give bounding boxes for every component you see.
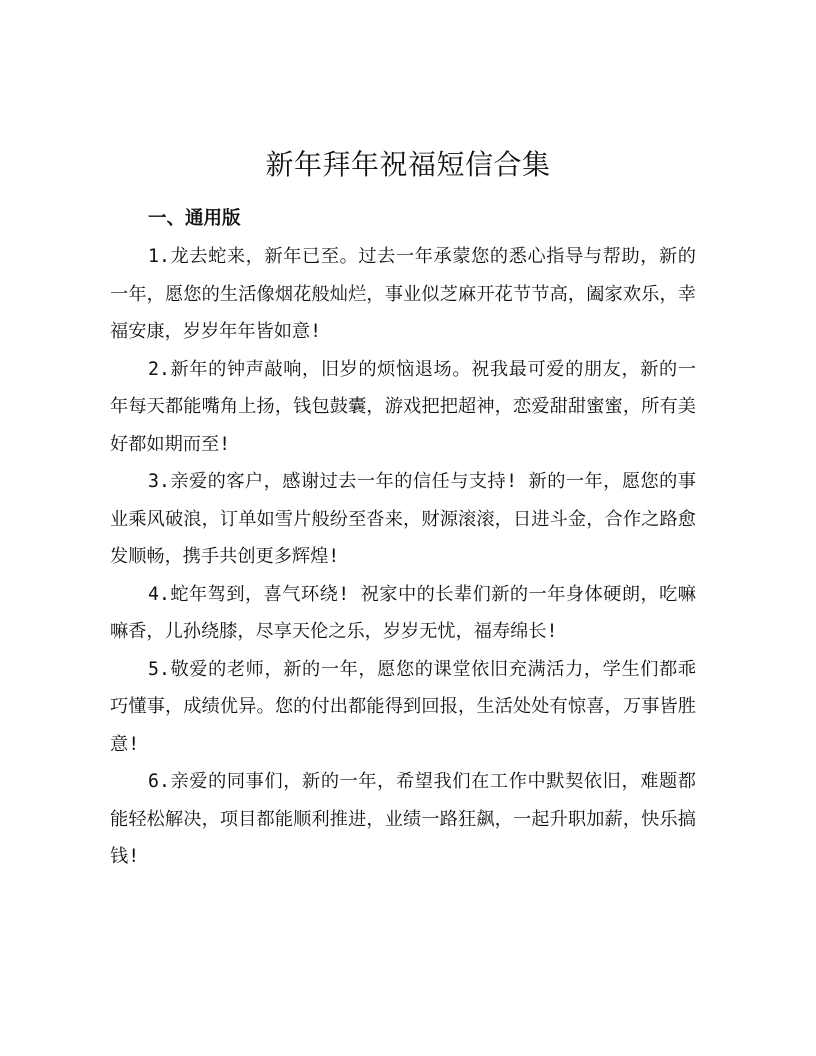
paragraph-3: 3.亲爱的客户，感谢过去一年的信任与支持! 新的一年，愿您的事业乘风破浪，订单如雪片般纷至沓来，财源滚滚，日进斗金，合作之路愈发顺畅，携手共创更多辉煌! (110, 471, 696, 567)
section-heading: 一、通用版 (148, 208, 241, 229)
paragraph-4: 4.蛇年驾到，喜气环绕! 祝家中的长辈们新的一年身体硬朗，吃嘛嘛香，儿孙绕膝，尽享天伦之乐，岁岁无忧，福寿绵长! (110, 583, 696, 642)
paragraph-6: 6.亲爱的同事们，新的一年，希望我们在工作中默契依旧，难题都能轻松解决，项目都能顺利推进，业绩一路狂飙，一起升职加薪，快乐搞钱! (110, 771, 696, 867)
paragraph-2: 2.新年的钟声敲响，旧岁的烦恼退场。祝我最可爱的朋友，新的一年每天都能嘴角上扬，钱包鼓囊，游戏把把超神，恋爱甜甜蜜蜜，所有美好都如期而至! (110, 358, 696, 455)
paragraph-1: 1.龙去蛇来，新年已至。过去一年承蒙您的悉心指导与帮助，新的一年，愿您的生活像烟花般灿烂，事业似芝麻开花节节高，阖家欢乐，幸福安康，岁岁年年皆如意! (110, 246, 696, 342)
paragraph-5: 5.敬爱的老师，新的一年，愿您的课堂依旧充满活力，学生们都乖巧懂事，成绩优异。您的付出都能得到回报，生活处处有惊喜，万事皆胜意! (110, 658, 696, 755)
document-title: 新年拜年祝福短信合集 (265, 148, 551, 181)
document-body (110, 238, 696, 876)
